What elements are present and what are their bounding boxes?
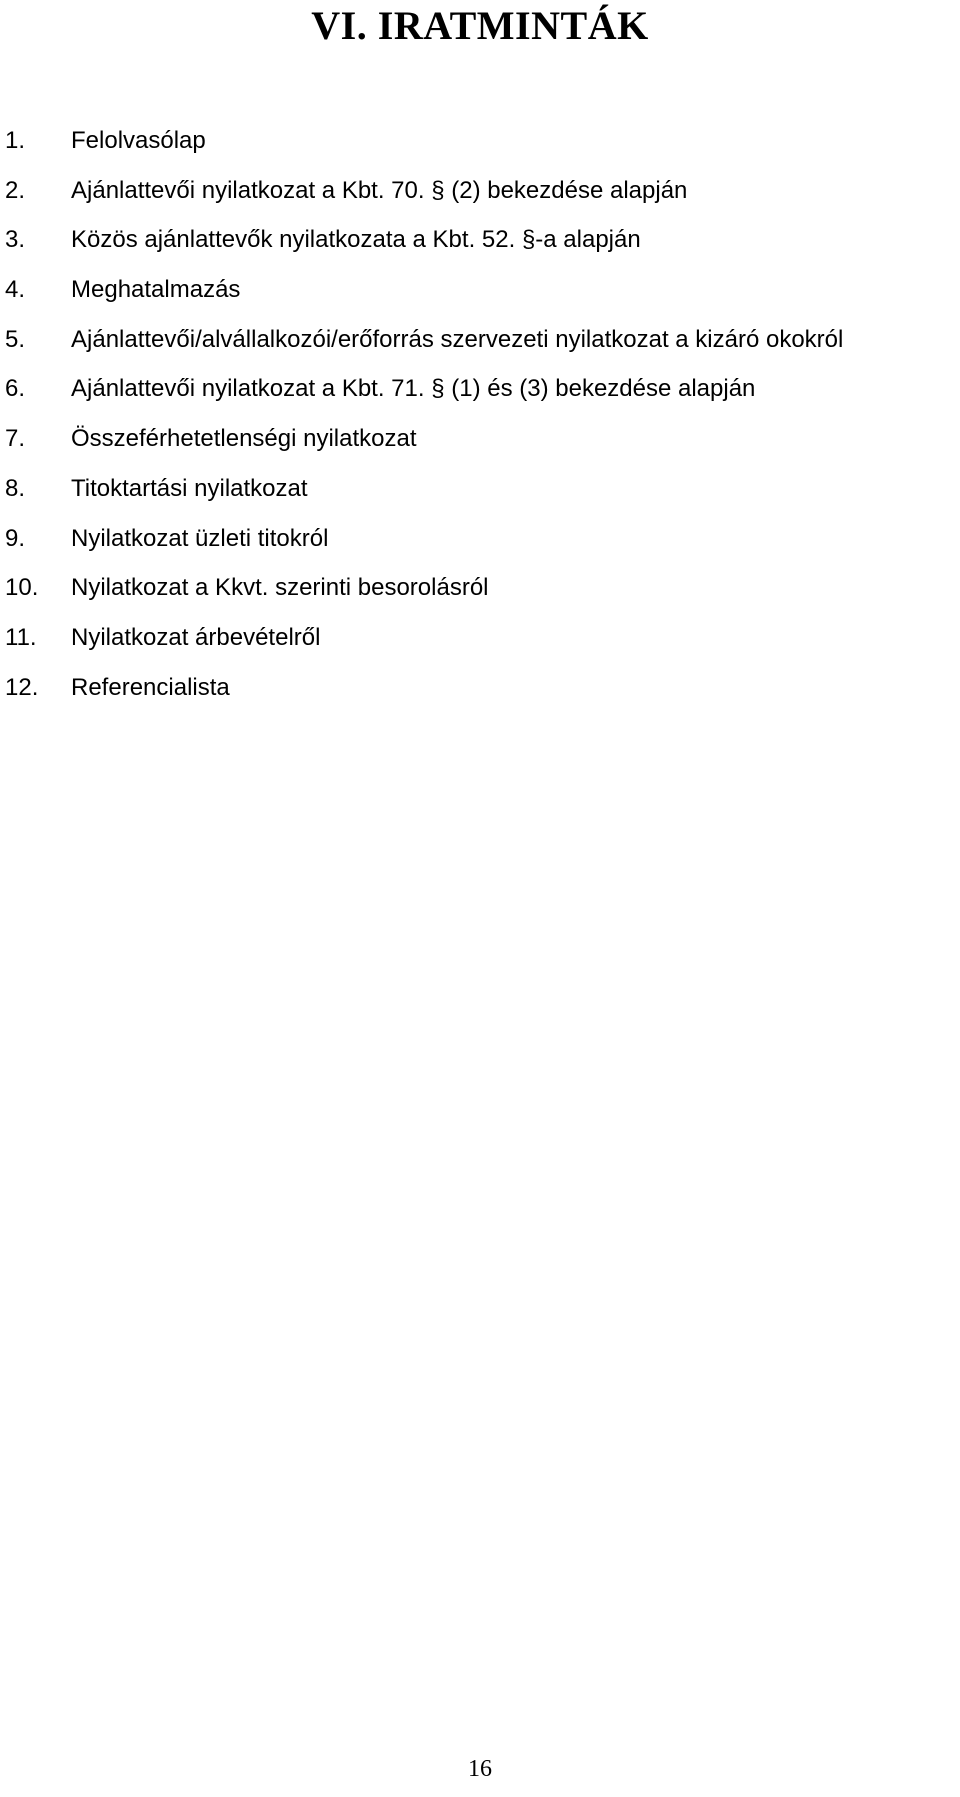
list-item-text: Referencialista: [71, 673, 230, 701]
list-item-7: [0, 418, 960, 460]
list-item-number: 3.: [5, 226, 26, 254]
list-item-6: [0, 368, 960, 410]
list-item-3: [0, 219, 960, 261]
list-item-number: 2.: [5, 176, 26, 204]
list-item-number: 11.: [5, 623, 37, 651]
list-item-9: [0, 518, 960, 560]
list-item-number: 5.: [5, 325, 26, 353]
list-item-number: 12.: [5, 673, 39, 701]
list-item-12: [0, 667, 960, 709]
list-item-number: 9.: [5, 524, 26, 552]
document-list: [0, 120, 960, 716]
list-item-10: [0, 567, 960, 609]
page-title: VI. IRATMINTÁK: [311, 3, 649, 48]
list-item-text: Ajánlattevői nyilatkozat a Kbt. 71. § (1) és (3) bekezdése alapján: [71, 375, 756, 403]
list-item-4: [0, 269, 960, 311]
list-item-number: 4.: [5, 276, 26, 304]
list-item-1: [0, 120, 960, 162]
page-number: 16: [468, 1756, 492, 1782]
list-item-text: Közös ajánlattevők nyilatkozata a Kbt. 52. §-a alapján: [71, 226, 641, 254]
list-item-number: 10.: [5, 574, 39, 602]
list-item-number: 6.: [5, 375, 26, 403]
list-item-text: Nyilatkozat üzleti titokról: [71, 524, 329, 552]
list-item-2: [0, 170, 960, 212]
list-item-8: [0, 468, 960, 510]
list-item-text: Összeférhetetlenségi nyilatkozat: [71, 425, 417, 453]
list-item-11: [0, 617, 960, 659]
list-item-text: Ajánlattevői/alvállalkozói/erőforrás szervezeti nyilatkozat a kizáró okokról: [71, 325, 844, 353]
list-item-number: 1.: [5, 127, 26, 154]
list-item-text: Meghatalmazás: [71, 276, 241, 304]
list-item-text: Felolvasólap: [71, 127, 206, 154]
list-item-number: 8.: [5, 474, 26, 502]
list-item-text: Nyilatkozat árbevételről: [71, 623, 321, 651]
list-item-text: Ajánlattevői nyilatkozat a Kbt. 70. § (2) bekezdése alapján: [71, 176, 688, 204]
list-item-text: Titoktartási nyilatkozat: [71, 474, 308, 502]
list-item-text: Nyilatkozat a Kkvt. szerinti besorolásról: [71, 574, 489, 602]
list-item-number: 7.: [5, 425, 26, 453]
list-item-5: [0, 319, 960, 361]
